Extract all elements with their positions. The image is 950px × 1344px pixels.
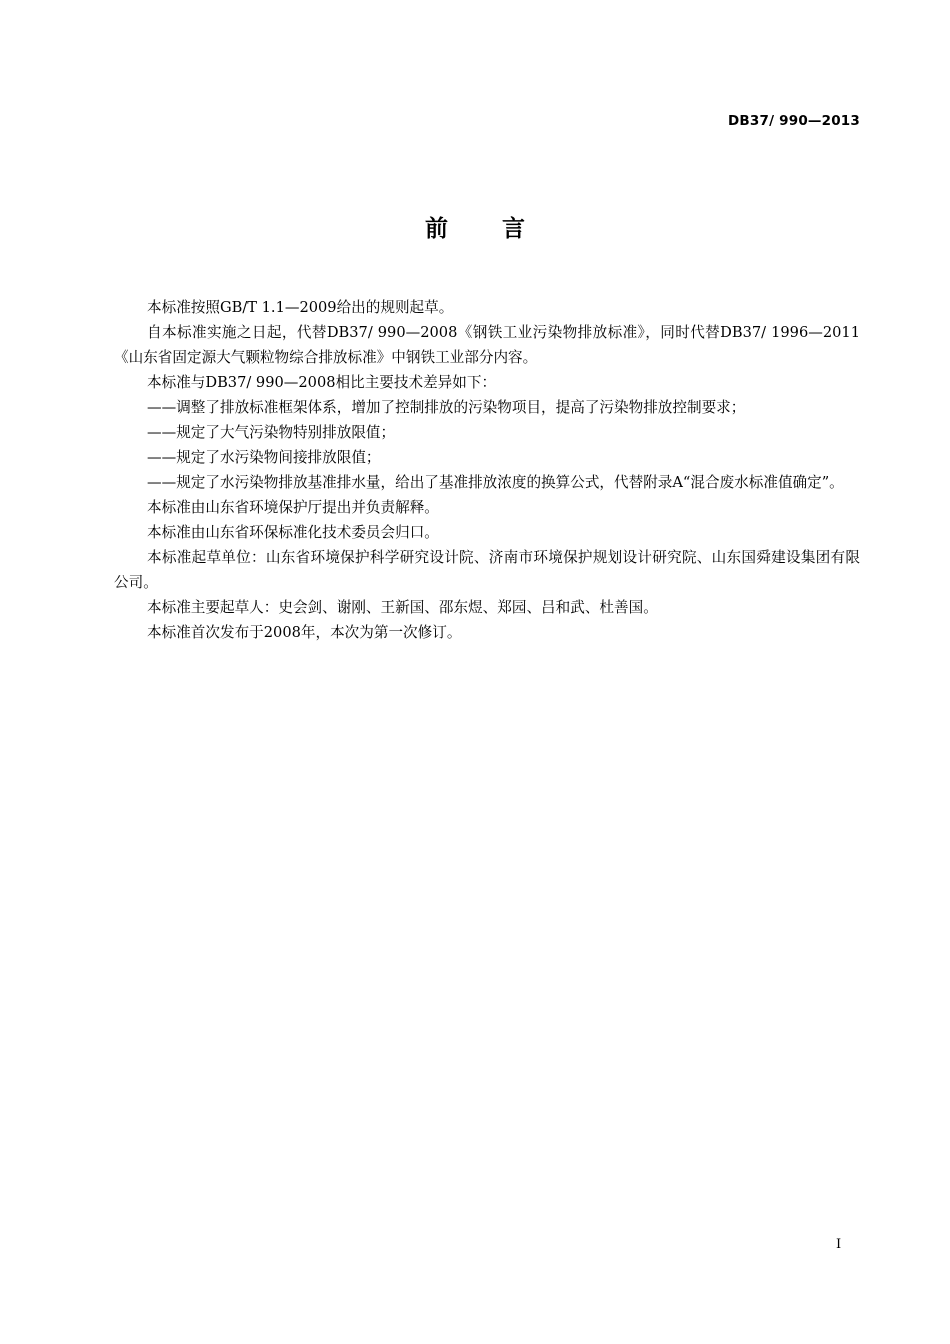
paragraph-proposer: 本标准由山东省环境保护厅提出并负责解释。 bbox=[147, 499, 439, 516]
document-code: DB37/ 990—2013 bbox=[728, 113, 860, 129]
paragraph-revision-history: 本标准首次发布于2008年，本次为第一次修订。 bbox=[147, 624, 462, 641]
foreword-body bbox=[114, 295, 860, 645]
paragraph-drafting-units: 本标准起草单位：山东省环境保护科学研究设计院、济南市环境保护规划设计研究院、山东国舜建设集团有限公司。 bbox=[114, 549, 860, 591]
page-title-char-2: 言 bbox=[502, 216, 525, 242]
paragraph-committee: 本标准由山东省环保标准化技术委员会归口。 bbox=[147, 524, 439, 541]
page-number: I bbox=[836, 1237, 842, 1252]
paragraph-drafters: 本标准主要起草人：史会剑、谢刚、王新国、邵东煜、郑园、吕和武、杜善国。 bbox=[147, 599, 658, 616]
page-title bbox=[0, 210, 950, 243]
list-item-difference-4: ——规定了水污染物排放基准排水量，给出了基准排放浓度的换算公式，代替附录A“混合废水标准值确定”。 bbox=[147, 474, 844, 491]
list-item-difference-1: ——调整了排放标准框架体系，增加了控制排放的污染物项目，提高了污染物排放控制要求； bbox=[147, 399, 746, 416]
paragraph-drafting-rules: 本标准按照GB/T 1.1—2009给出的规则起草。 bbox=[147, 299, 454, 316]
paragraph-differences-intro: 本标准与DB37/ 990—2008相比主要技术差异如下： bbox=[147, 374, 497, 391]
paragraph-replacement: 自本标准实施之日起，代替DB37/ 990—2008《钢铁工业污染物排放标准》，同时代替DB37/ 1996—2011《山东省固定源大气颗粒物综合排放标准》中钢铁工业部分内容。 bbox=[114, 324, 860, 366]
list-item-difference-3: ——规定了水污染物间接排放限值； bbox=[147, 449, 381, 466]
page-title-char-1: 前 bbox=[425, 216, 448, 242]
list-item-difference-2: ——规定了大气污染物特别排放限值； bbox=[147, 424, 396, 441]
